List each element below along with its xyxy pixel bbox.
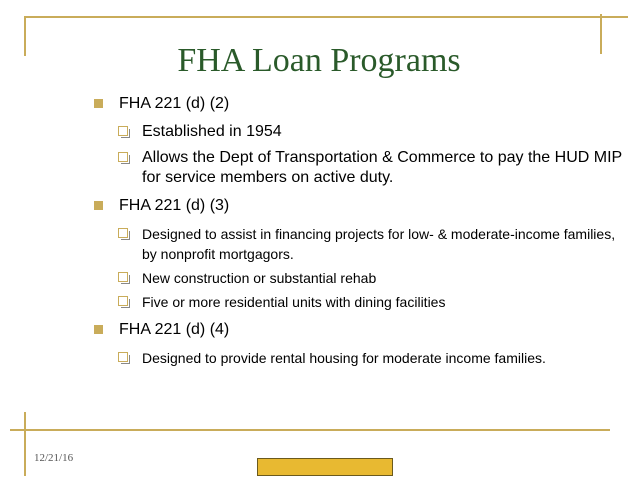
list-item-text: Established in 1954 bbox=[142, 123, 282, 140]
list-item bbox=[118, 348, 622, 368]
shadow-box-bullet-icon bbox=[118, 296, 128, 306]
shadow-box-bullet-icon bbox=[118, 126, 128, 136]
square-bullet-icon bbox=[94, 201, 103, 210]
footer-box bbox=[257, 458, 393, 476]
shadow-box-bullet-icon bbox=[118, 152, 128, 162]
list-item bbox=[118, 268, 622, 288]
list-item-text: Designed to provide rental housing for moderate income families. bbox=[142, 350, 546, 366]
list-item-text: Designed to assist in financing projects for low- & moderate-income families, by nonprofit mortgagors. bbox=[142, 226, 616, 262]
slide-content bbox=[92, 94, 622, 368]
section-heading-text: FHA 221 (d) (4) bbox=[119, 321, 230, 338]
square-bullet-icon bbox=[94, 325, 103, 334]
list-item-text: Allows the Dept of Transportation & Commerce to pay the HUD MIP for service members on active duty. bbox=[142, 149, 622, 186]
slide-title: FHA Loan Programs bbox=[177, 42, 461, 79]
section-heading-text: FHA 221 (d) (3) bbox=[119, 197, 230, 214]
list-item-text: New construction or substantial rehab bbox=[142, 270, 377, 286]
section-heading bbox=[92, 94, 622, 113]
shadow-box-bullet-icon bbox=[118, 228, 128, 238]
shadow-box-bullet-icon bbox=[118, 352, 128, 362]
section-heading bbox=[92, 196, 622, 215]
bottom-rule bbox=[10, 429, 610, 431]
section-heading-text: FHA 221 (d) (2) bbox=[119, 95, 230, 112]
list-item-text: Five or more residential units with dining facilities bbox=[142, 294, 446, 310]
list-item bbox=[118, 224, 622, 264]
bottom-left-rule bbox=[24, 412, 26, 476]
list-item bbox=[118, 148, 622, 188]
list-item bbox=[118, 292, 622, 312]
square-bullet-icon bbox=[94, 99, 103, 108]
top-rule bbox=[24, 16, 628, 18]
slide-date: 12/21/16 bbox=[34, 452, 74, 464]
section-heading bbox=[92, 320, 622, 339]
shadow-box-bullet-icon bbox=[118, 272, 128, 282]
list-item bbox=[118, 122, 622, 142]
